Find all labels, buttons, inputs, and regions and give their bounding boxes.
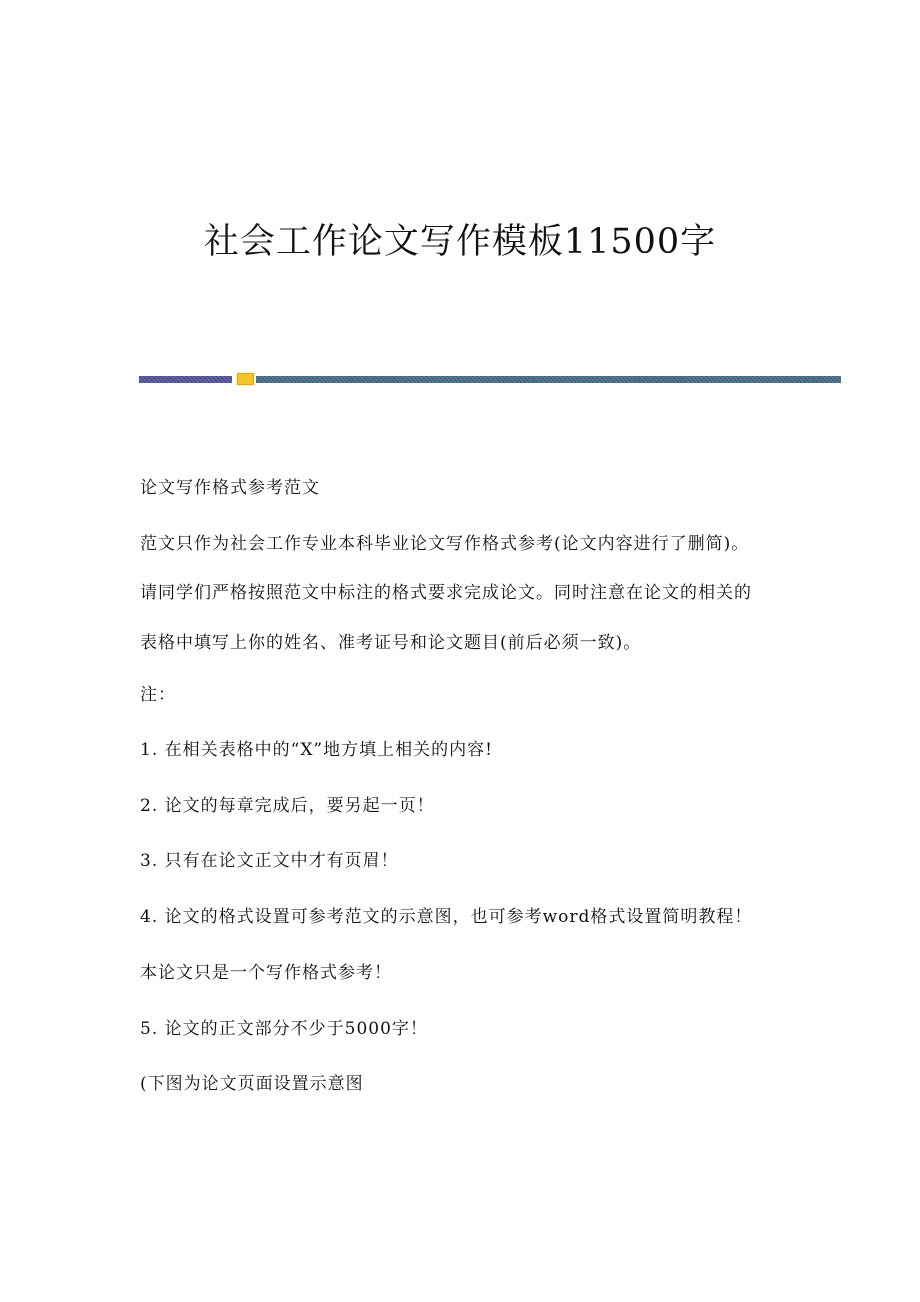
list-item: 5. 论文的正文部分不少于5000字！	[140, 1019, 428, 1039]
paragraph: 本论文只是一个写作格式参考！	[140, 963, 392, 983]
divider-right	[256, 376, 841, 383]
paragraph: 论文写作格式参考范文	[140, 478, 320, 498]
paragraph: 范文只作为社会工作专业本科毕业论文写作格式参考(论文内容进行了删简)。	[140, 534, 750, 554]
list-item: 3. 只有在论文正文中才有页眉！	[140, 851, 399, 871]
paragraph: 表格中填写上你的姓名、准考证号和论文题目(前后必须一致)。	[140, 633, 642, 653]
paragraph: 注：	[140, 685, 176, 705]
paragraph: (下图为论文页面设置示意图	[140, 1074, 364, 1094]
list-item: 4. 论文的格式设置可参考范文的示意图，也可参考word格式设置简明教程！	[140, 907, 753, 927]
paragraph: 请同学们严格按照范文中标注的格式要求完成论文。同时注意在论文的相关的	[140, 583, 752, 603]
list-item: 1. 在相关表格中的“X”地方填上相关的内容!	[140, 740, 493, 760]
divider-left	[139, 376, 232, 383]
list-item: 2. 论文的每章完成后，要另起一页！	[140, 796, 435, 816]
divider-ornament	[237, 373, 254, 385]
document-title: 社会工作论文写作模板11500字	[203, 222, 717, 262]
